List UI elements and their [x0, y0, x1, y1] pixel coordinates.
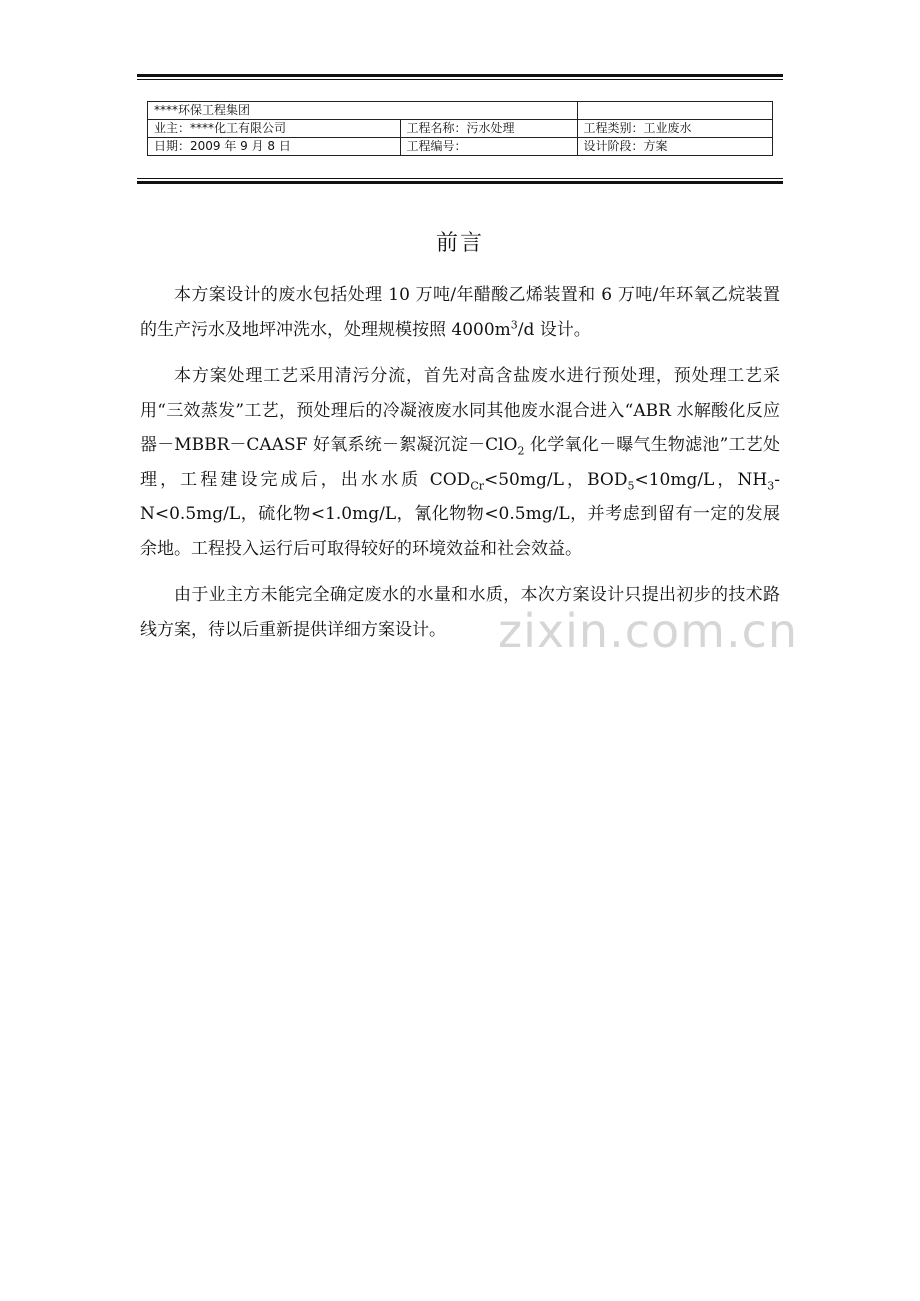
paragraph-text: 化学氧化－曝气生物滤池”工艺处理，工程建设完成后，出水水质 COD: [140, 435, 780, 490]
project-name-cell: 工程名称：污水处理: [400, 120, 577, 138]
paragraph-note: 由于业主方未能完全确定废水的水量和水质，本次方案设计只提出初步的技术路线方案，待以后重新提供详细方案设计。: [140, 585, 780, 640]
paragraph-text: <50mg/L，BOD: [484, 469, 628, 490]
watermark: zixin.com.cn: [498, 604, 799, 658]
header-rule-top-thin: [137, 79, 783, 80]
subscript: 5: [627, 478, 635, 492]
owner-cell: 业主：****化工有限公司: [148, 120, 401, 138]
document-title: 前言: [435, 231, 484, 256]
paragraph-text: /d 设计。: [517, 319, 591, 340]
project-no-cell: 工程编号：: [400, 138, 577, 156]
table-row: [148, 138, 773, 156]
table-row: [148, 120, 773, 138]
design-stage-cell: 设计阶段：方案: [577, 138, 772, 156]
header-rule-bottom-thin: [137, 178, 783, 179]
table-row: [148, 102, 773, 120]
paragraph-text: -N<0.5mg/L，硫化物<1.0mg/L，氰化物物<0.5mg/L，并考虑到留有一定的发展余地。工程投入运行后可取得较好的环境效益和社会效益。: [140, 469, 780, 559]
date-cell: 日期：2009 年 9 月 8 日: [148, 138, 401, 156]
paragraph-process: [140, 359, 780, 566]
header-rule-bottom-thick: [137, 181, 783, 184]
blank-cell: [577, 102, 772, 120]
company-cell: ****环保工程集团: [148, 102, 578, 120]
project-type-cell: 工程类别：工业废水: [577, 120, 772, 138]
paragraph-text: 本方案设计的废水包括处理 10 万吨/年醋酸乙烯装置和 6 万吨/年环氧乙烷装置的生产污水及地坪冲洗水，处理规模按照 4000m: [140, 285, 780, 340]
paragraph-text: 本方案处理工艺采用清污分流，首先对高含盐废水进行预处理，预处理工艺采用“三效蒸发”工艺，预处理后的冷凝液废水同其他废水混合进入“ABR 水解酸化反应器－MBBR－CAASF 好氧系统－絮凝沉淀－ClO: [140, 366, 780, 455]
header-rule-top-thick: [137, 74, 783, 77]
paragraph-scope: [140, 278, 780, 347]
document-body: [140, 278, 780, 659]
paragraph-text: <10mg/L，NH: [634, 469, 768, 490]
subscript: 2: [517, 444, 525, 458]
subscript: Cr: [470, 478, 484, 492]
superscript: 3: [510, 317, 518, 331]
project-info-table: [147, 101, 773, 156]
subscript: 3: [767, 478, 775, 492]
